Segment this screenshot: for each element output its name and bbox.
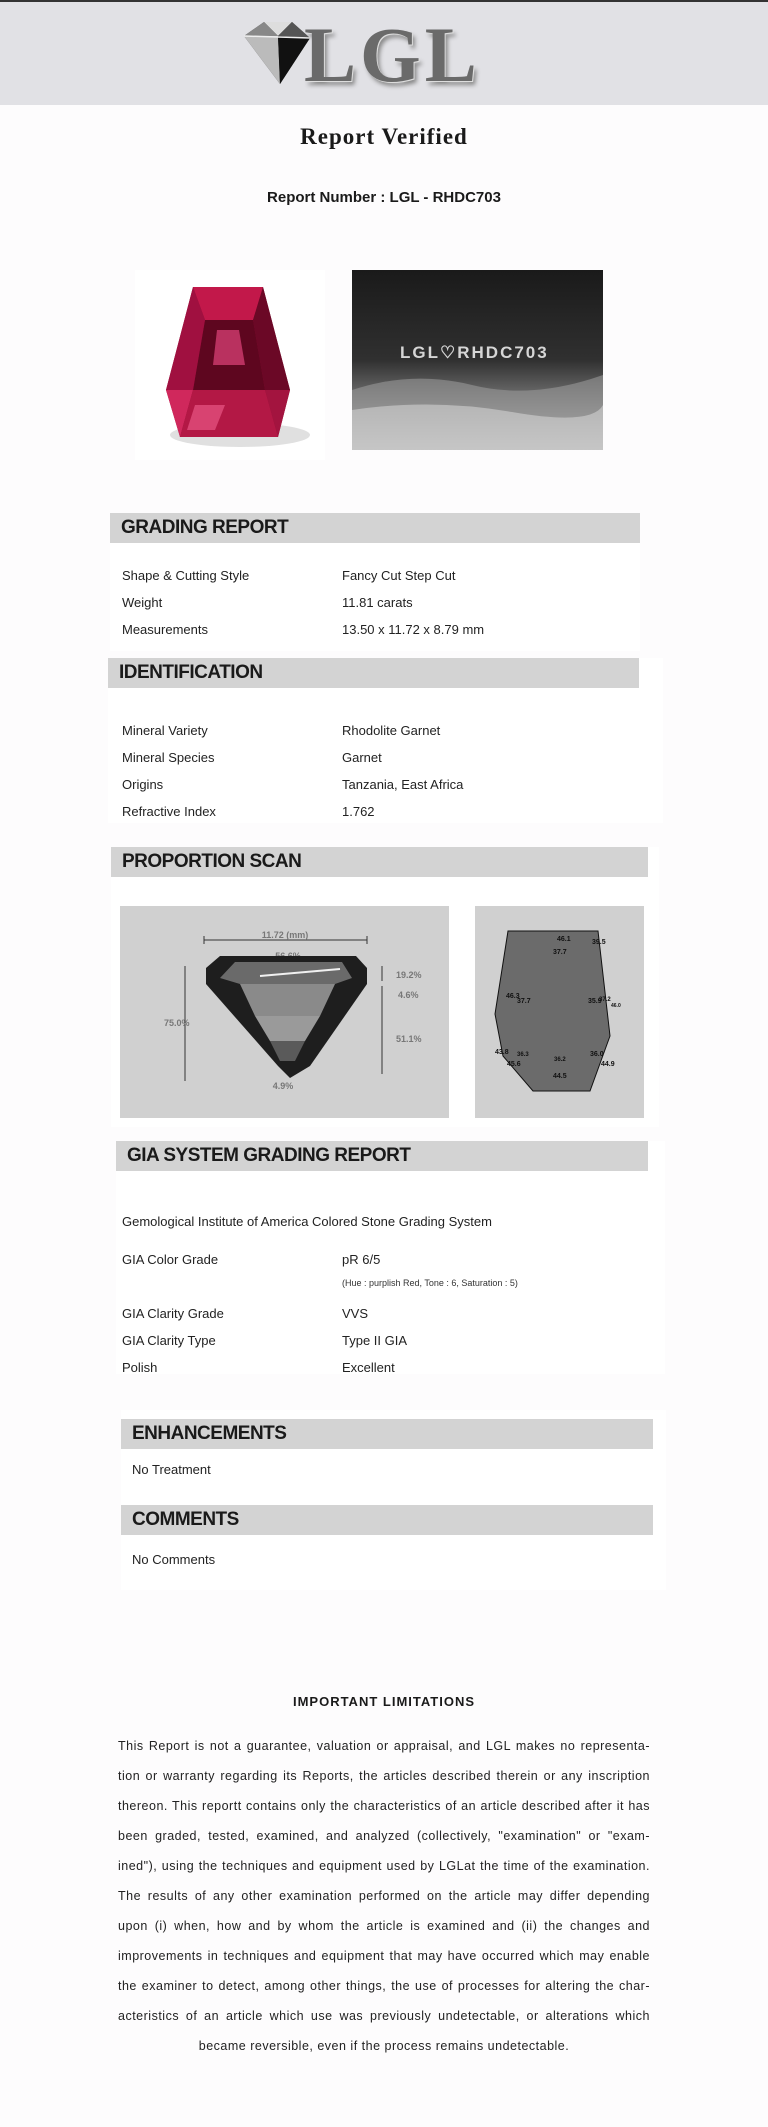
facet-label: 36.0 [590,1051,604,1058]
refractive-index-value: 1.762 [342,804,375,819]
gia-intro: Gemological Institute of America Colored Stone Grading System [122,1214,492,1229]
measurements-value: 13.50 x 11.72 x 8.79 mm [342,622,485,637]
inscription-photo [352,270,603,450]
girdle-label: 4.6% [398,990,419,1000]
facet-label: 46.0 [611,1003,621,1009]
enhancements-heading: ENHANCEMENTS [121,1419,653,1449]
origins-label: Origins [122,777,164,792]
facet-label: 36.2 [554,1057,566,1063]
facet-label: 45.6 [507,1061,521,1068]
grading-report-heading: GRADING REPORT [110,513,640,543]
gia-clarity-value: VVS [342,1306,369,1321]
gia-system-heading: GIA SYSTEM GRADING REPORT [116,1141,648,1171]
logo-text: LGL [304,11,481,98]
mineral-species-value: Garnet [342,750,382,765]
identification-heading: IDENTIFICATION [108,658,639,688]
shape-label: Shape & Cutting Style [122,568,250,583]
profile-diagram [120,906,449,1118]
facet-label: 43.8 [495,1049,509,1056]
diamond-logo-icon [234,18,314,90]
total-depth-label: 75.0% [164,1018,190,1028]
gia-color-label: GIA Color Grade [122,1252,219,1267]
facet-label: 39.5 [592,939,606,946]
limitations-text: This Report is not a guarantee, valuation or appraisal, and LGL makes no representa-tion or warranty regarding its Reports, the articles described therein or any inscription thereon. This reportt contains only the characteristics of an article described after it has been graded, tested, examined, and analyzed (collectively, "examination" or "exam-ined"), using the techniques and equipment used by LGLat the time of the examination. The results of any other examination performed on the article may differ depending upon (i) when, how and by whom the article is examined and (ii) the changes and improvements in techniques and equipment that may have occurred which may enable the examiner to detect, among other things, the use of processes for altering the char-acteristics of an article which use was previously undetectable, or alterations which became reversible, even if the process remains undetectable. [118,1739,650,2053]
facet-label: 35.9 [588,998,602,1005]
enhancements-text: No Treatment [132,1462,211,1477]
measurements-label: Measurements [122,622,208,637]
comments-heading: COMMENTS [121,1505,653,1535]
crown-label: 19.2% [396,970,422,980]
mineral-variety-value: Rhodolite Garnet [342,723,441,738]
gia-color-note: (Hue : purplish Red, Tone : 6, Saturation : 5) [342,1278,518,1288]
weight-label: Weight [122,595,163,610]
facet-label: 44.5 [553,1073,567,1080]
mineral-variety-label: Mineral Variety [122,723,208,738]
facet-label: 46.3 [506,993,520,1000]
gemstone-photo [135,270,325,460]
lgl-logo[interactable] [234,11,494,98]
mineral-species-label: Mineral Species [122,750,215,765]
limitations-heading: IMPORTANT LIMITATIONS [292,1694,476,1709]
weight-value: 11.81 carats [342,595,413,610]
gia-color-value: pR 6/5 [342,1252,381,1267]
shape-value: Fancy Cut Step Cut [342,568,456,583]
facet-label: 36.3 [517,1052,529,1058]
report-number: Report Number : LGL - RHDC703 [267,189,501,206]
page-title: Report Verified [300,124,468,149]
proportion-scan-heading: PROPORTION SCAN [111,847,648,877]
gia-clarity-label: GIA Clarity Grade [122,1306,224,1321]
width-label: 11.72 (mm) [261,930,309,940]
facet-label: 44.9 [601,1061,615,1068]
polish-value: Excellent [342,1360,395,1375]
facet-label: 46.1 [557,936,571,943]
culet-label: 4.9% [272,1081,294,1091]
facet-label: 37.2 [599,997,611,1003]
comments-text: No Comments [132,1552,216,1567]
gia-clarity-type-label: GIA Clarity Type [122,1333,216,1348]
pavilion-label: 51.1% [396,1034,422,1044]
facet-diagram [475,906,644,1118]
facet-label: 37.7 [553,949,567,956]
refractive-index-label: Refractive Index [122,804,216,819]
gia-clarity-type-value: Type II GIA [342,1333,408,1348]
polish-label: Polish [122,1360,158,1375]
inscription-text: LGL♡RHDC703 [400,343,549,362]
site-header [0,0,768,105]
origins-value: Tanzania, East Africa [342,777,464,792]
facet-label: 37.7 [517,998,531,1005]
